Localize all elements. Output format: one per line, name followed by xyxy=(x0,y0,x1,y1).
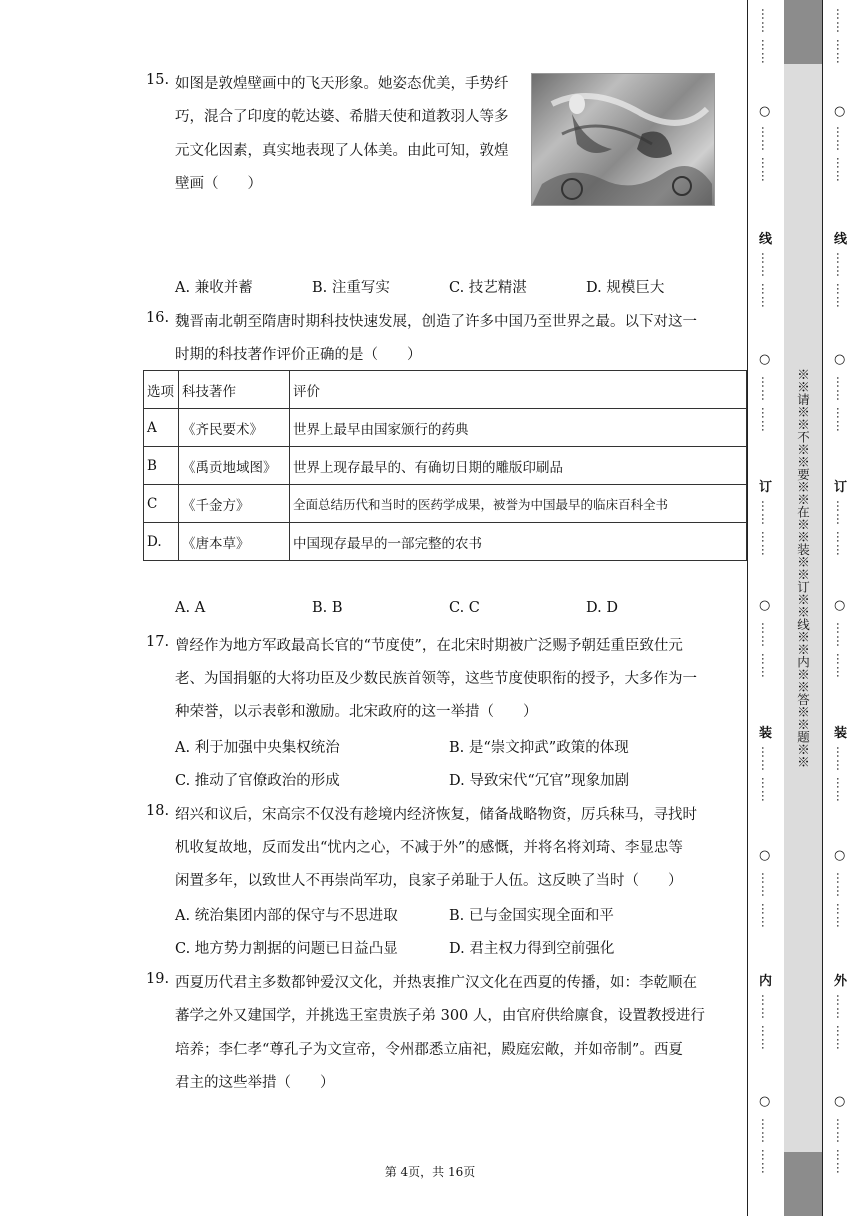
q16-number: 16. xyxy=(146,310,170,326)
q18-option-d: D. 君主权力得到空前强化 xyxy=(449,941,615,957)
q17-line-1: 曾经作为地方军政最高长官的“节度使”，在北宋时期被广泛赐予朝廷重臣致仕元 xyxy=(175,638,683,654)
q16-option-c: C. C xyxy=(449,600,480,616)
q15-line-3: 元文化因素，真实地表现了人体美。由此可知，敦煌 xyxy=(175,143,509,159)
dots: …… …… xyxy=(834,622,848,679)
circle-mark: ○ xyxy=(759,598,771,613)
table-header-cell: 评价 xyxy=(290,371,747,409)
q18-number: 18. xyxy=(146,803,170,819)
q15-line-1: 如图是敦煌壁画中的飞天形象。她姿态优美，手势纤 xyxy=(175,76,509,92)
q17-line-3: 种荣誉，以示表彰和激励。北宋政府的这一举措（ ） xyxy=(175,704,538,720)
dots: …… …… xyxy=(759,8,773,65)
q17-option-b: B. 是“崇文抑武”政策的体现 xyxy=(449,740,629,756)
q19-line-1: 西夏历代君主多数都钟爱汉文化，并热衷推广汉文化在西夏的传播，如：李乾顺在 xyxy=(175,975,697,991)
q17-line-2: 老、为国捐躯的大将功臣及少数民族首领等，这些节度使职衔的授予，大多作为一 xyxy=(175,671,697,687)
table-cell: 全面总结历代和当时的医药学成果，被誉为中国最早的临床百科全书 xyxy=(290,485,747,523)
binding-mark-zhuang: 装 xyxy=(834,726,848,741)
table-header-cell: 科技著作 xyxy=(179,371,290,409)
q17-option-d: D. 导致宋代“冗官”现象加剧 xyxy=(449,773,630,789)
q15-option-a: A. 兼收并蓄 xyxy=(175,280,253,296)
circle-mark: ○ xyxy=(834,352,846,367)
q16-table xyxy=(143,370,747,561)
binding-mark-ding: 订 xyxy=(834,480,848,495)
q18-option-b: B. 已与金国实现全面和平 xyxy=(449,908,614,924)
table-row xyxy=(144,485,747,523)
binding-mark-wai: 外 xyxy=(834,974,848,989)
q18-line-2: 机收复故地，反而发出“忧内之心，不减于外”的感慨，并将名将刘琦、李显忠等 xyxy=(175,840,683,856)
dots: …… …… xyxy=(759,126,773,183)
q16-line-2: 时期的科技著作评价正确的是（ ） xyxy=(175,347,422,363)
dots: …… …… xyxy=(834,746,848,803)
dots: …… …… xyxy=(759,376,773,433)
q15-option-b: B. 注重写实 xyxy=(312,280,390,296)
q15-option-c: C. 技艺精湛 xyxy=(449,280,527,296)
binding-mark-xian: 线 xyxy=(759,232,773,247)
q16-option-d: D. D xyxy=(586,600,618,616)
q15-option-d: D. 规模巨大 xyxy=(586,280,665,296)
q19-line-3: 培养；李仁孝“尊孔子为文宣帝，令州郡悉立庙祀，殿庭宏敞，并如帝制”。西夏 xyxy=(175,1042,683,1058)
circle-mark: ○ xyxy=(834,598,846,613)
table-cell: 《齐民要术》 xyxy=(179,409,290,447)
q17-number: 17. xyxy=(146,634,170,650)
feitian-mural-image xyxy=(531,73,715,206)
dots: …… …… xyxy=(759,622,773,679)
q16-line-1: 魏晋南北朝至隋唐时期科技快速发展，创造了许多中国乃至世界之最。以下对这一 xyxy=(175,314,697,330)
q17-option-c: C. 推动了官僚政治的形成 xyxy=(175,773,340,789)
circle-mark: ○ xyxy=(759,104,771,119)
circle-mark: ○ xyxy=(834,104,846,119)
q18-line-3: 闲置多年，以致世人不再崇尚军功，良家子弟耻于人伍。这反映了当时（ ） xyxy=(175,873,683,889)
dots: …… …… xyxy=(834,8,848,65)
table-row xyxy=(144,447,747,485)
feitian-figure-drawing xyxy=(532,74,714,205)
table-row xyxy=(144,523,747,561)
dots: …… …… xyxy=(759,500,773,557)
dots: …… …… xyxy=(834,872,848,929)
table-row xyxy=(144,409,747,447)
table-header-row xyxy=(144,371,747,409)
q16-option-b: B. B xyxy=(312,600,343,616)
q15-line-4: 壁画（ ） xyxy=(175,176,262,192)
dots: …… …… xyxy=(834,1118,848,1175)
table-cell: D. xyxy=(144,523,179,561)
page-footer: 第 4页，共 16页 xyxy=(384,1165,476,1179)
q16-option-a: A. A xyxy=(175,600,206,616)
dots: …… …… xyxy=(759,252,773,309)
binding-warning-text: ※※请※※不※※要※※在※※装※※订※※线※※内※※答※※题※※ xyxy=(795,368,811,768)
circle-mark: ○ xyxy=(834,848,846,863)
q19-number: 19. xyxy=(146,971,170,987)
table-cell: B xyxy=(144,447,179,485)
dots: …… …… xyxy=(834,252,848,309)
circle-mark: ○ xyxy=(759,848,771,863)
q18-line-1: 绍兴和议后，宋高宗不仅没有趁境内经济恢复，储备战略物资，厉兵秣马，寻找时 xyxy=(175,807,697,823)
q18-option-c: C. 地方势力割据的问题已日益凸显 xyxy=(175,941,398,957)
table-cell: 《唐本草》 xyxy=(179,523,290,561)
circle-mark: ○ xyxy=(834,1094,846,1109)
dots: …… …… xyxy=(834,376,848,433)
q17-option-a: A. 利于加强中央集权统治 xyxy=(175,740,340,756)
binding-mark-zhuang: 装 xyxy=(759,726,773,741)
circle-mark: ○ xyxy=(759,352,771,367)
table-cell: C xyxy=(144,485,179,523)
table-cell: 世界上现存最早的、有确切日期的雕版印刷品 xyxy=(290,447,747,485)
table-cell: 中国现存最早的一部完整的农书 xyxy=(290,523,747,561)
q19-line-2: 蕃学之外又建国学，并挑选王室贵族子弟 300 人，由官府供给廪食，设置教授进行 xyxy=(175,1008,705,1024)
table-cell: 《千金方》 xyxy=(179,485,290,523)
binding-mark-ding: 订 xyxy=(759,480,773,495)
binding-mark-nei: 内 xyxy=(759,974,773,989)
q18-option-a: A. 统治集团内部的保守与不思进取 xyxy=(175,908,398,924)
table-cell: 世界上最早由国家颁行的药典 xyxy=(290,409,747,447)
dots: …… …… xyxy=(759,994,773,1051)
table-cell: 《禹贡地域图》 xyxy=(179,447,290,485)
dots: …… …… xyxy=(759,1118,773,1175)
binding-mark-xian: 线 xyxy=(834,232,848,247)
dots: …… …… xyxy=(759,746,773,803)
dots: …… …… xyxy=(834,126,848,183)
table-cell: A xyxy=(144,409,179,447)
table-header-cell: 选项 xyxy=(144,371,179,409)
dots: …… …… xyxy=(759,872,773,929)
binding-strip-inner xyxy=(747,0,786,1216)
circle-mark: ○ xyxy=(759,1094,771,1109)
binding-strip-outer xyxy=(822,0,860,1216)
dots: …… …… xyxy=(834,994,848,1051)
q19-line-4: 君主的这些举措（ ） xyxy=(175,1075,335,1091)
dots: …… …… xyxy=(834,500,848,557)
q15-line-2: 巧，混合了印度的乾达婆、希腊天使和道教羽人等多 xyxy=(175,109,509,125)
binding-warning-strip xyxy=(784,0,822,1216)
q15-number: 15. xyxy=(146,72,170,88)
